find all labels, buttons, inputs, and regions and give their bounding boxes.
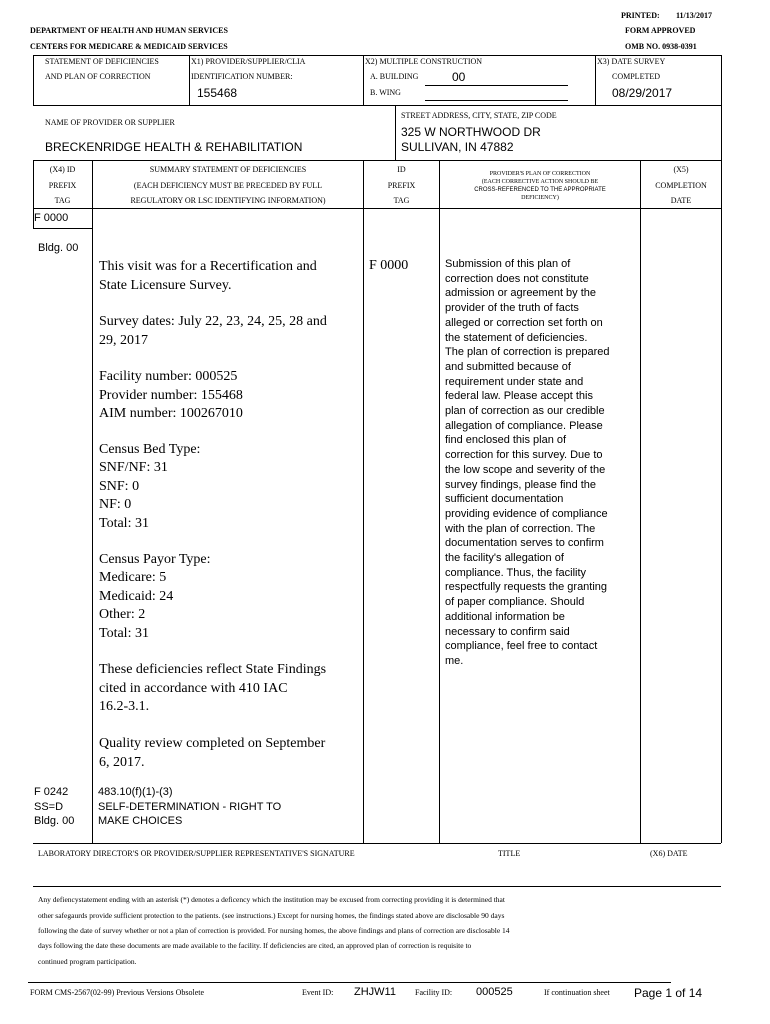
form-approved: FORM APPROVED	[625, 26, 696, 35]
title-label: TITLE	[498, 849, 521, 858]
x6-date-label: (X6) DATE	[650, 849, 688, 858]
tag-f0242: F 0242 SS=D Bldg. 00	[34, 786, 75, 827]
continuation-label: If continuation sheet	[544, 988, 610, 997]
census-bed-text: Census Bed Type: SNF/NF: 31 SNF: 0 NF: 0 Total: 31	[99, 442, 201, 531]
bldg-label: Bldg. 00	[38, 242, 79, 254]
agency-line-2: CENTERS FOR MEDICARE & MEDICAID SERVICES	[30, 42, 228, 51]
x1-provider-number: 155468	[197, 86, 238, 100]
provider-name-label: NAME OF PROVIDER OR SUPPLIER	[45, 118, 175, 127]
id-tag-header: TAG	[393, 196, 410, 205]
x2-label: X2) MULTIPLE CONSTRUCTION	[365, 57, 483, 66]
statement-label-1: STATEMENT OF DEFICIENCIES	[45, 57, 159, 66]
address-label: STREET ADDRESS, CITY, STATE, ZIP CODE	[401, 111, 557, 120]
event-id-label: Event ID:	[302, 988, 334, 997]
state-findings-text: These deficiencies reflect State Findings cited in accordance with 410 IAC 16.2-3.1.	[99, 662, 327, 715]
page-number: Page 1 of 14	[634, 986, 703, 1000]
printed-date: 11/13/2017	[676, 11, 713, 20]
summary-header-3: REGULATORY OR LSC IDENTIFYING INFORMATION)	[130, 196, 326, 205]
printed-label: PRINTED:	[621, 11, 660, 20]
plan-header-2: (EACH CORRECTIVE ACTION SHOULD BE	[481, 179, 599, 185]
quality-review-text: Quality review completed on September 6, 2017.	[99, 736, 326, 770]
provider-street: 325 W NORTHWOOD DR	[401, 125, 541, 139]
x2-wing-label: B. WING	[370, 88, 401, 97]
x5-header: (X5)	[673, 165, 689, 174]
provider-name: BRECKENRIDGE HEALTH & REHABILITATION	[45, 140, 303, 154]
disclaimer-line-5: continued program participation.	[38, 957, 137, 966]
x2-building-label: A. BUILDING	[370, 72, 419, 81]
regulation-f0242: 483.10(f)(1)-(3) SELF-DETERMINATION - RIGHT TO MAKE CHOICES	[98, 786, 282, 827]
summary-header-2: (EACH DEFICIENCY MUST BE PRECEDED BY FULL	[133, 181, 323, 190]
plan-header-4: DEFICIENCY)	[521, 195, 559, 201]
provider-city: SULLIVAN, IN 47882	[401, 140, 514, 154]
disclaimer-line-4: days following the date these documents are made available to the facility. If deficiencies are cited, an approved plan of correction is requisite to	[38, 941, 472, 950]
date-header: DATE	[670, 196, 692, 205]
omb-number: OMB NO. 0938-0391	[625, 42, 697, 51]
x3-label-2: COMPLETED	[612, 72, 660, 81]
disclaimer-line-3: following the date of survey whether or not a plan of correction is provided. For nursing homes, the above findings and plans of correction are disclosable 14	[38, 926, 510, 935]
x4-id-header: (X4) ID	[49, 165, 76, 174]
form-number: FORM CMS-2567(02-99) Previous Versions Obsolete	[30, 988, 205, 997]
facility-id-value: 000525	[476, 986, 513, 998]
plan-header-3: CROSS-REFERENCED TO THE APPROPRIATE	[474, 187, 606, 193]
plan-header-1: PROVIDER'S PLAN OF CORRECTION	[489, 171, 591, 177]
survey-numbers-text: Facility number: 000525 Provider number: 155468 AIM number: 100267010	[99, 369, 243, 422]
x3-survey-date: 08/29/2017	[612, 86, 673, 100]
survey-dates-text: Survey dates: July 22, 23, 24, 25, 28 and 29, 2017	[99, 314, 327, 348]
statement-label-2: AND PLAN OF CORRECTION	[45, 72, 151, 81]
plan-of-correction-text: Submission of this plan of correction does not constitute admission or agreement by the provider of the truth of facts alleged or correction set forth on the statement of deficiencies. The plan of correction is prepared and submitted because of requirement under state and federal law. Please accept this plan of correction as our credible allegation of compliance. Please find enclosed this plan of correction for this survey. Due to the low scope and severity of the survey findings, please find the sufficient documentation providing evidence of compliance with the plan of correction. The documentation serves to confirm the facility's allegation of compliance. Thus, the facility respectfully requests the granting of paper compliance. Should additional information be necessary to confirm said compliance, feel free to contact me.	[445, 258, 610, 667]
agency-line-1: DEPARTMENT OF HEALTH AND HUMAN SERVICES	[30, 26, 228, 35]
facility-id-label: Facility ID:	[415, 988, 453, 997]
x2-building-value: 00	[452, 70, 466, 84]
summary-header-1: SUMMARY STATEMENT OF DEFICIENCIES	[149, 165, 307, 174]
prefix-header: PREFIX	[48, 181, 77, 190]
census-payor-text: Census Payor Type: Medicare: 5 Medicaid: 24 Other: 2 Total: 31	[99, 552, 211, 641]
event-id-value: ZHJW11	[354, 986, 396, 998]
id-header: ID	[397, 165, 406, 174]
tag-header: TAG	[54, 196, 71, 205]
survey-visit-text: This visit was for a Recertification and State Licensure Survey.	[99, 259, 317, 293]
x3-label-1: X3) DATE SURVEY	[597, 57, 666, 66]
id-prefix-header: PREFIX	[387, 181, 416, 190]
disclaimer-line-1: Any defiencystatement ending with an asterisk (*) denotes a deficency which the institution may be excused from correcting providing it is determined that	[38, 895, 505, 904]
signature-label: LABORATORY DIRECTOR'S OR PROVIDER/SUPPLIER REPRESENTATIVE'S SIGNATURE	[38, 849, 355, 858]
id-tag-f0000: F 0000	[369, 258, 409, 273]
disclaimer-line-2: other safegaurds provide sufficient protection to the patients. (see instructions.) Except for nursing homes, the findings stated above are disclosable 90 days	[38, 911, 505, 920]
x1-label-1: X1) PROVIDER/SUPPLIER/CLIA	[191, 57, 306, 66]
completion-header: COMPLETION	[655, 181, 707, 190]
tag-f0000: F 0000	[34, 212, 69, 224]
x1-label-2: IDENTIFICATION NUMBER:	[191, 72, 293, 81]
